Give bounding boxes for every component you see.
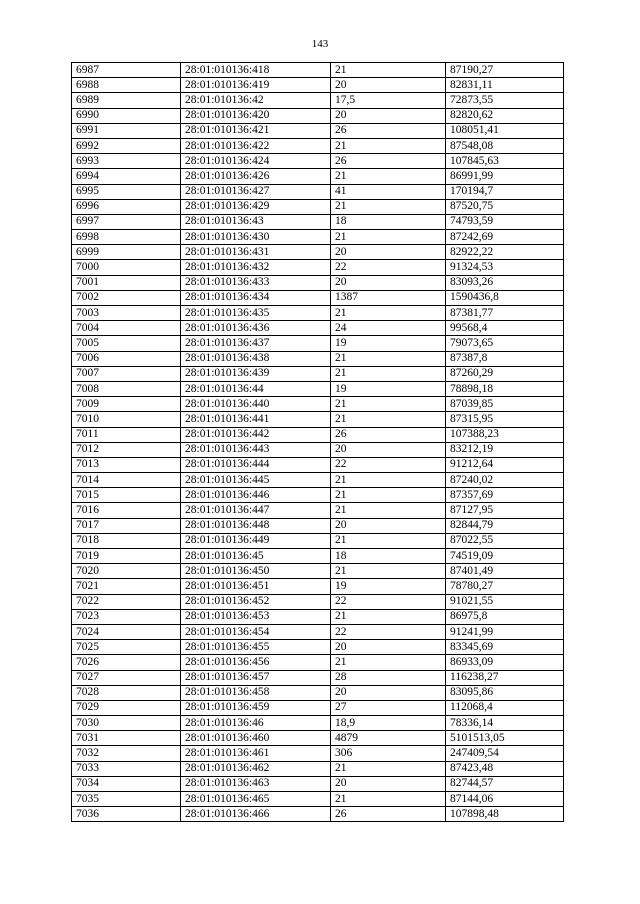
row-number-cell: 7000	[72, 260, 181, 275]
value-cell: 116238,27	[446, 670, 564, 685]
cadastral-number-cell: 28:01:010136:440	[181, 397, 331, 412]
row-number-cell: 6994	[72, 169, 181, 184]
table-row	[72, 260, 564, 275]
table-row	[72, 427, 564, 442]
row-number-cell: 7034	[72, 776, 181, 791]
area-cell: 4879	[331, 731, 446, 746]
row-number-cell: 7002	[72, 290, 181, 305]
cadastral-number-cell: 28:01:010136:426	[181, 169, 331, 184]
table-row	[72, 640, 564, 655]
row-number-cell: 7033	[72, 761, 181, 776]
row-number-cell: 7025	[72, 640, 181, 655]
row-number-cell: 6997	[72, 214, 181, 229]
area-cell: 18,9	[331, 716, 446, 731]
row-number-cell: 7019	[72, 549, 181, 564]
cadastral-number-cell: 28:01:010136:444	[181, 457, 331, 472]
table-row	[72, 366, 564, 381]
cadastral-number-cell: 28:01:010136:452	[181, 594, 331, 609]
cadastral-number-cell: 28:01:010136:461	[181, 746, 331, 761]
area-cell: 27	[331, 700, 446, 715]
table-row	[72, 184, 564, 199]
table-row	[72, 533, 564, 548]
area-cell: 22	[331, 260, 446, 275]
area-cell: 21	[331, 199, 446, 214]
value-cell: 91021,55	[446, 594, 564, 609]
cadastral-number-cell: 28:01:010136:424	[181, 154, 331, 169]
row-number-cell: 7029	[72, 700, 181, 715]
area-cell: 1387	[331, 290, 446, 305]
value-cell: 87548,08	[446, 138, 564, 153]
table-body	[72, 63, 564, 822]
value-cell: 82831,11	[446, 78, 564, 93]
table-row	[72, 154, 564, 169]
area-cell: 20	[331, 518, 446, 533]
table-row	[72, 108, 564, 123]
cadastral-number-cell: 28:01:010136:432	[181, 260, 331, 275]
table-row	[72, 214, 564, 229]
cadastral-number-cell: 28:01:010136:439	[181, 366, 331, 381]
table-row	[72, 473, 564, 488]
row-number-cell: 7027	[72, 670, 181, 685]
value-cell: 87260,29	[446, 366, 564, 381]
cadastral-number-cell: 28:01:010136:419	[181, 78, 331, 93]
value-cell: 86991,99	[446, 169, 564, 184]
value-cell: 87520,75	[446, 199, 564, 214]
cadastral-number-cell: 28:01:010136:454	[181, 624, 331, 639]
area-cell: 21	[331, 306, 446, 321]
table-row	[72, 731, 564, 746]
table-row	[72, 807, 564, 822]
table-row	[72, 321, 564, 336]
table-row	[72, 746, 564, 761]
value-cell: 78780,27	[446, 579, 564, 594]
row-number-cell: 6993	[72, 154, 181, 169]
table-row	[72, 78, 564, 93]
value-cell: 87387,8	[446, 351, 564, 366]
area-cell: 26	[331, 154, 446, 169]
row-number-cell: 7003	[72, 306, 181, 321]
row-number-cell: 7036	[72, 807, 181, 822]
value-cell: 99568,4	[446, 321, 564, 336]
area-cell: 21	[331, 473, 446, 488]
row-number-cell: 7031	[72, 731, 181, 746]
area-cell: 18	[331, 549, 446, 564]
value-cell: 91241,99	[446, 624, 564, 639]
table-row	[72, 594, 564, 609]
value-cell: 83212,19	[446, 442, 564, 457]
table-row	[72, 685, 564, 700]
row-number-cell: 7021	[72, 579, 181, 594]
value-cell: 87401,49	[446, 564, 564, 579]
row-number-cell: 6998	[72, 230, 181, 245]
area-cell: 21	[331, 351, 446, 366]
value-cell: 91324,53	[446, 260, 564, 275]
value-cell: 87381,77	[446, 306, 564, 321]
table-row	[72, 549, 564, 564]
cadastral-number-cell: 28:01:010136:451	[181, 579, 331, 594]
table-row	[72, 169, 564, 184]
cadastral-number-cell: 28:01:010136:442	[181, 427, 331, 442]
area-cell: 20	[331, 776, 446, 791]
cadastral-number-cell: 28:01:010136:462	[181, 761, 331, 776]
table-row	[72, 275, 564, 290]
row-number-cell: 7035	[72, 792, 181, 807]
cadastral-number-cell: 28:01:010136:448	[181, 518, 331, 533]
table-row	[72, 792, 564, 807]
table-row	[72, 518, 564, 533]
row-number-cell: 7032	[72, 746, 181, 761]
area-cell: 20	[331, 685, 446, 700]
value-cell: 1590436,8	[446, 290, 564, 305]
row-number-cell: 7009	[72, 397, 181, 412]
area-cell: 21	[331, 169, 446, 184]
table-row	[72, 351, 564, 366]
value-cell: 87423,48	[446, 761, 564, 776]
row-number-cell: 7017	[72, 518, 181, 533]
value-cell: 247409,54	[446, 746, 564, 761]
row-number-cell: 7022	[72, 594, 181, 609]
value-cell: 83345,69	[446, 640, 564, 655]
table-row	[72, 579, 564, 594]
value-cell: 87242,69	[446, 230, 564, 245]
value-cell: 86933,09	[446, 655, 564, 670]
cadastral-number-cell: 28:01:010136:458	[181, 685, 331, 700]
area-cell: 24	[331, 321, 446, 336]
row-number-cell: 7013	[72, 457, 181, 472]
value-cell: 87357,69	[446, 488, 564, 503]
cadastral-number-cell: 28:01:010136:437	[181, 336, 331, 351]
row-number-cell: 7014	[72, 473, 181, 488]
row-number-cell: 7001	[72, 275, 181, 290]
area-cell: 21	[331, 655, 446, 670]
table-row	[72, 503, 564, 518]
table-row	[72, 397, 564, 412]
area-cell: 21	[331, 63, 446, 78]
row-number-cell: 7023	[72, 609, 181, 624]
area-cell: 18	[331, 214, 446, 229]
table-row	[72, 442, 564, 457]
area-cell: 21	[331, 412, 446, 427]
table-row	[72, 564, 564, 579]
area-cell: 20	[331, 275, 446, 290]
row-number-cell: 7028	[72, 685, 181, 700]
row-number-cell: 6995	[72, 184, 181, 199]
table-row	[72, 123, 564, 138]
cadastral-number-cell: 28:01:010136:438	[181, 351, 331, 366]
area-cell: 21	[331, 564, 446, 579]
cadastral-number-cell: 28:01:010136:434	[181, 290, 331, 305]
area-cell: 20	[331, 78, 446, 93]
table-row	[72, 655, 564, 670]
row-number-cell: 7008	[72, 381, 181, 396]
area-cell: 22	[331, 624, 446, 639]
value-cell: 87315,95	[446, 412, 564, 427]
cadastral-number-cell: 28:01:010136:427	[181, 184, 331, 199]
area-cell: 22	[331, 457, 446, 472]
table-row	[72, 716, 564, 731]
row-number-cell: 6999	[72, 245, 181, 260]
value-cell: 78898,18	[446, 381, 564, 396]
cadastral-number-cell: 28:01:010136:456	[181, 655, 331, 670]
area-cell: 41	[331, 184, 446, 199]
area-cell: 306	[331, 746, 446, 761]
value-cell: 91212,64	[446, 457, 564, 472]
cadastral-number-cell: 28:01:010136:433	[181, 275, 331, 290]
table-row	[72, 776, 564, 791]
row-number-cell: 7030	[72, 716, 181, 731]
cadastral-number-cell: 28:01:010136:46	[181, 716, 331, 731]
table-row	[72, 761, 564, 776]
cadastral-number-cell: 28:01:010136:45	[181, 549, 331, 564]
cadastral-number-cell: 28:01:010136:420	[181, 108, 331, 123]
row-number-cell: 6990	[72, 108, 181, 123]
table-row	[72, 138, 564, 153]
value-cell: 74519,09	[446, 549, 564, 564]
area-cell: 20	[331, 640, 446, 655]
area-cell: 21	[331, 488, 446, 503]
cadastral-number-cell: 28:01:010136:450	[181, 564, 331, 579]
row-number-cell: 6989	[72, 93, 181, 108]
row-number-cell: 6988	[72, 78, 181, 93]
cadastral-number-cell: 28:01:010136:430	[181, 230, 331, 245]
area-cell: 17,5	[331, 93, 446, 108]
cadastral-number-cell: 28:01:010136:431	[181, 245, 331, 260]
table-row	[72, 93, 564, 108]
row-number-cell: 7020	[72, 564, 181, 579]
row-number-cell: 6996	[72, 199, 181, 214]
row-number-cell: 7007	[72, 366, 181, 381]
row-number-cell: 6987	[72, 63, 181, 78]
cadastral-number-cell: 28:01:010136:453	[181, 609, 331, 624]
area-cell: 22	[331, 594, 446, 609]
cadastral-number-cell: 28:01:010136:463	[181, 776, 331, 791]
cadastral-number-cell: 28:01:010136:429	[181, 199, 331, 214]
table-row	[72, 245, 564, 260]
cadastral-number-cell: 28:01:010136:446	[181, 488, 331, 503]
cadastral-number-cell: 28:01:010136:418	[181, 63, 331, 78]
value-cell: 82820,62	[446, 108, 564, 123]
value-cell: 72873,55	[446, 93, 564, 108]
value-cell: 87240,02	[446, 473, 564, 488]
cadastral-number-cell: 28:01:010136:43	[181, 214, 331, 229]
table-row	[72, 412, 564, 427]
table-row	[72, 381, 564, 396]
table-row	[72, 700, 564, 715]
value-cell: 107898,48	[446, 807, 564, 822]
area-cell: 21	[331, 366, 446, 381]
cadastral-number-cell: 28:01:010136:445	[181, 473, 331, 488]
value-cell: 87022,55	[446, 533, 564, 548]
table-row	[72, 609, 564, 624]
cadastral-number-cell: 28:01:010136:441	[181, 412, 331, 427]
cadastral-number-cell: 28:01:010136:435	[181, 306, 331, 321]
row-number-cell: 7010	[72, 412, 181, 427]
row-number-cell: 7012	[72, 442, 181, 457]
cadastral-number-cell: 28:01:010136:42	[181, 93, 331, 108]
value-cell: 107845,63	[446, 154, 564, 169]
table-row	[72, 457, 564, 472]
cadastral-number-cell: 28:01:010136:459	[181, 700, 331, 715]
row-number-cell: 7016	[72, 503, 181, 518]
row-number-cell: 6991	[72, 123, 181, 138]
area-cell: 21	[331, 230, 446, 245]
area-cell: 26	[331, 427, 446, 442]
value-cell: 86975,8	[446, 609, 564, 624]
cadastral-number-cell: 28:01:010136:44	[181, 381, 331, 396]
cadastral-number-cell: 28:01:010136:447	[181, 503, 331, 518]
area-cell: 21	[331, 397, 446, 412]
row-number-cell: 7015	[72, 488, 181, 503]
value-cell: 87144,06	[446, 792, 564, 807]
cadastral-number-cell: 28:01:010136:455	[181, 640, 331, 655]
table-row	[72, 336, 564, 351]
value-cell: 83093,26	[446, 275, 564, 290]
value-cell: 83095,86	[446, 685, 564, 700]
value-cell: 112068,4	[446, 700, 564, 715]
value-cell: 87039,85	[446, 397, 564, 412]
table-row	[72, 488, 564, 503]
table-row	[72, 624, 564, 639]
cadastral-number-cell: 28:01:010136:422	[181, 138, 331, 153]
value-cell: 5101513,05	[446, 731, 564, 746]
value-cell: 82844,79	[446, 518, 564, 533]
area-cell: 28	[331, 670, 446, 685]
cadastral-number-cell: 28:01:010136:449	[181, 533, 331, 548]
table-row	[72, 199, 564, 214]
area-cell: 20	[331, 108, 446, 123]
cadastral-number-cell: 28:01:010136:443	[181, 442, 331, 457]
value-cell: 87127,95	[446, 503, 564, 518]
cadastral-number-cell: 28:01:010136:436	[181, 321, 331, 336]
area-cell: 21	[331, 503, 446, 518]
area-cell: 20	[331, 245, 446, 260]
row-number-cell: 7006	[72, 351, 181, 366]
cadastral-number-cell: 28:01:010136:421	[181, 123, 331, 138]
value-cell: 87190,27	[446, 63, 564, 78]
value-cell: 78336,14	[446, 716, 564, 731]
row-number-cell: 7024	[72, 624, 181, 639]
cadastral-number-cell: 28:01:010136:457	[181, 670, 331, 685]
area-cell: 26	[331, 807, 446, 822]
area-cell: 21	[331, 609, 446, 624]
cadastral-number-cell: 28:01:010136:460	[181, 731, 331, 746]
area-cell: 20	[331, 442, 446, 457]
area-cell: 21	[331, 761, 446, 776]
row-number-cell: 7004	[72, 321, 181, 336]
value-cell: 74793,59	[446, 214, 564, 229]
area-cell: 19	[331, 381, 446, 396]
cadastral-number-cell: 28:01:010136:466	[181, 807, 331, 822]
row-number-cell: 7005	[72, 336, 181, 351]
row-number-cell: 7011	[72, 427, 181, 442]
value-cell: 107388,23	[446, 427, 564, 442]
area-cell: 21	[331, 533, 446, 548]
data-table	[71, 62, 564, 822]
table-row	[72, 306, 564, 321]
cadastral-number-cell: 28:01:010136:465	[181, 792, 331, 807]
value-cell: 82744,57	[446, 776, 564, 791]
area-cell: 21	[331, 792, 446, 807]
table-row	[72, 63, 564, 78]
value-cell: 82922,22	[446, 245, 564, 260]
area-cell: 21	[331, 138, 446, 153]
row-number-cell: 7026	[72, 655, 181, 670]
page-number: 143	[311, 38, 329, 50]
table-row	[72, 230, 564, 245]
area-cell: 19	[331, 579, 446, 594]
row-number-cell: 6992	[72, 138, 181, 153]
row-number-cell: 7018	[72, 533, 181, 548]
area-cell: 19	[331, 336, 446, 351]
table-row	[72, 670, 564, 685]
value-cell: 108051,41	[446, 123, 564, 138]
area-cell: 26	[331, 123, 446, 138]
value-cell: 170194,7	[446, 184, 564, 199]
table-row	[72, 290, 564, 305]
value-cell: 79073,65	[446, 336, 564, 351]
